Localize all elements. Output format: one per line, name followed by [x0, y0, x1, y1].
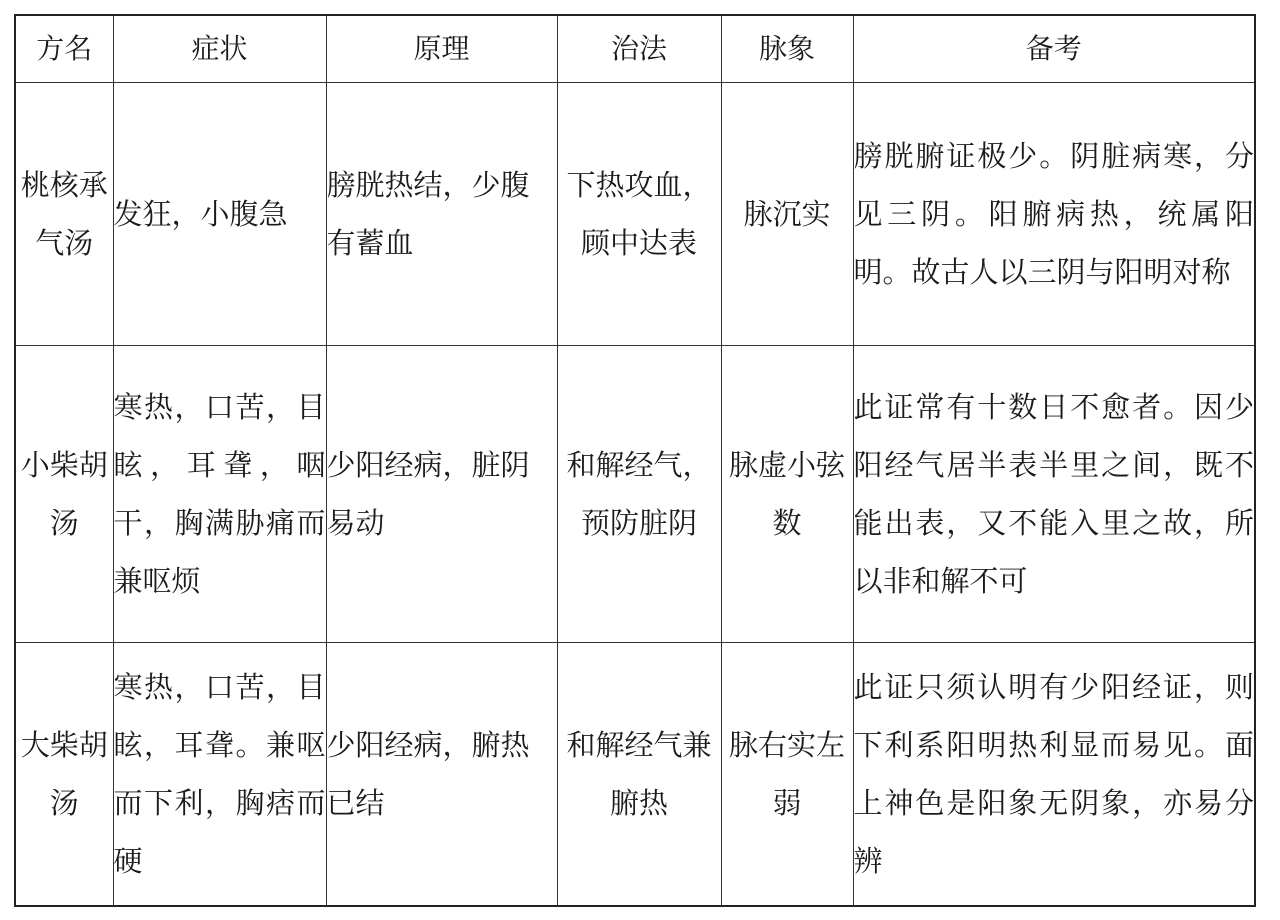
header-pulse: 脉象 — [721, 15, 853, 83]
cell-treatment: 和解经气，预防脏阴 — [557, 346, 721, 643]
cell-treatment: 和解经气兼腑热 — [557, 643, 721, 907]
header-remarks: 备考 — [853, 15, 1255, 83]
cell-prescription-name: 大柴胡汤 — [15, 643, 113, 907]
cell-principle: 少阳经病，腑热已结 — [326, 643, 557, 907]
cell-treatment: 下热攻血，顾中达表 — [557, 83, 721, 346]
table-row — [15, 83, 1255, 346]
cell-pulse: 脉虚小弦数 — [721, 346, 853, 643]
cell-pulse: 脉右实左弱 — [721, 643, 853, 907]
table-row — [15, 643, 1255, 907]
prescription-table — [14, 14, 1256, 907]
cell-symptoms: 寒热，口苦，目眩，耳聋，咽干，胸满胁痛而兼呕烦 — [113, 346, 326, 643]
cell-remarks: 此证常有十数日不愈者。因少阳经气居半表半里之间，既不能出表，又不能入里之故，所以非和解不可 — [853, 346, 1255, 643]
header-prescription-name: 方名 — [15, 15, 113, 83]
table-header — [15, 15, 1255, 83]
table-row — [15, 346, 1255, 643]
cell-prescription-name: 小柴胡汤 — [15, 346, 113, 643]
cell-symptoms: 发狂，小腹急 — [113, 83, 326, 346]
cell-remarks: 此证只须认明有少阳经证，则下利系阳明热利显而易见。面上神色是阳象无阴象，亦易分辨 — [853, 643, 1255, 907]
header-symptoms: 症状 — [113, 15, 326, 83]
cell-principle: 膀胱热结，少腹有蓄血 — [326, 83, 557, 346]
cell-symptoms: 寒热，口苦，目眩，耳聋。兼呕而下利，胸痞而硬 — [113, 643, 326, 907]
cell-principle: 少阳经病，脏阴易动 — [326, 346, 557, 643]
header-treatment: 治法 — [557, 15, 721, 83]
cell-pulse: 脉沉实 — [721, 83, 853, 346]
cell-remarks: 膀胱腑证极少。阴脏病寒，分见三阴。阳腑病热，统属阳明。故古人以三阴与阳明对称 — [853, 83, 1255, 346]
header-principle: 原理 — [326, 15, 557, 83]
table-body — [15, 83, 1255, 907]
cell-prescription-name: 桃核承气汤 — [15, 83, 113, 346]
header-row — [15, 15, 1255, 83]
